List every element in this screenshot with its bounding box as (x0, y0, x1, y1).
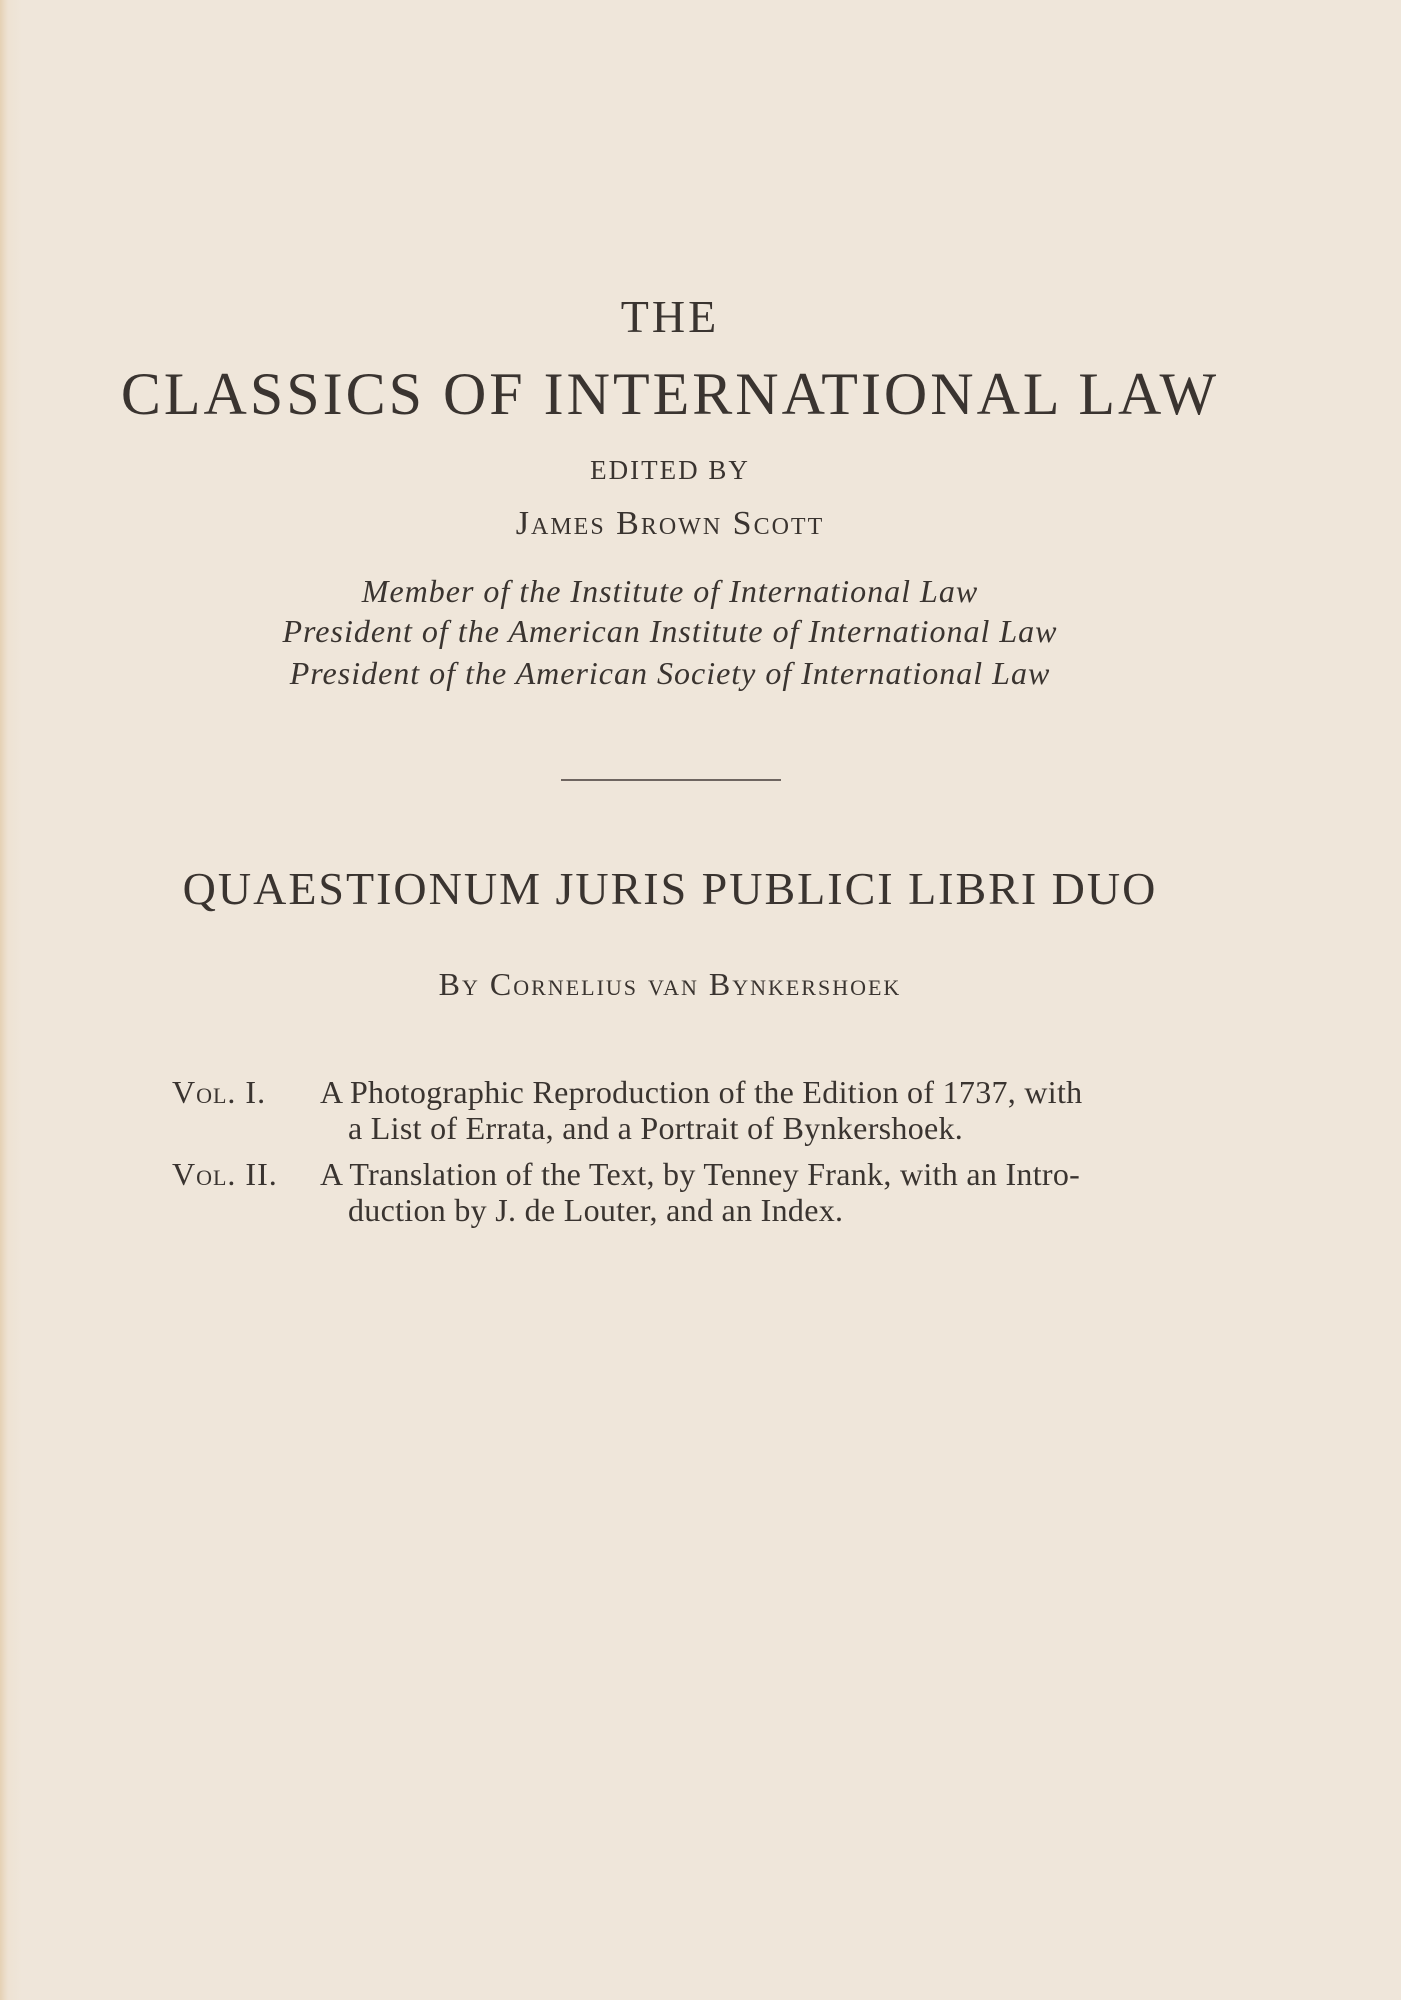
editor-credential: President of the American Society of International Law (289, 655, 1051, 691)
volume-label: Vol. II. (172, 1156, 278, 1192)
volume-description-continued: a List of Errata, and a Portrait of Bynkershoek. (348, 1110, 964, 1146)
volume-description: A Photographic Reproduction of the Edition of 1737, with (320, 1074, 1083, 1110)
volume-description: A Translation of the Text, by Tenney Frank, with an Intro- (320, 1156, 1081, 1192)
divider-rule (561, 779, 781, 781)
edited-by-label: EDITED BY (590, 455, 750, 485)
volume-description-continued: duction by J. de Louter, and an Index. (348, 1192, 844, 1228)
work-title: QUAESTIONUM JURIS PUBLICI LIBRI DUO (182, 863, 1158, 914)
editor-credential: President of the American Institute of International Law (282, 613, 1058, 649)
editor-name: James Brown Scott (515, 505, 825, 542)
author-line: By Cornelius van Bynkershoek (438, 966, 902, 1002)
volume-label: Vol. I. (172, 1074, 267, 1110)
series-title: CLASSICS OF INTERNATIONAL LAW (120, 361, 1220, 427)
editor-credential: Member of the Institute of International Law (361, 573, 979, 609)
series-prefix: THE (620, 291, 720, 342)
